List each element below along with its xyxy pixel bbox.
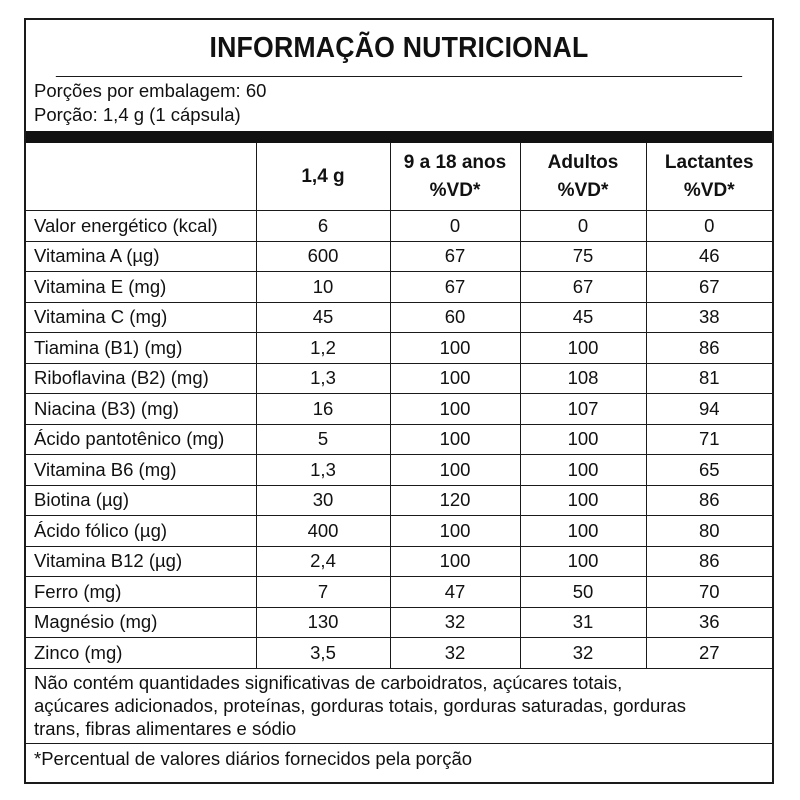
vd-9-18: 67 <box>390 241 520 272</box>
table-row <box>26 638 772 669</box>
servings-per-package: Porções por embalagem: 60 <box>34 80 267 101</box>
table-row <box>26 546 772 577</box>
vd-lactating: 94 <box>646 394 772 425</box>
vd-9-18: 0 <box>390 211 520 242</box>
vd-9-18: 100 <box>390 394 520 425</box>
header-portion: 1,4 g <box>256 143 390 211</box>
nutrient-name: Ácido fólico (µg) <box>26 516 256 547</box>
nutrient-name: Vitamina B6 (mg) <box>26 455 256 486</box>
table-row <box>26 455 772 486</box>
nutrient-name: Riboflavina (B2) (mg) <box>26 363 256 394</box>
amount-per-portion: 1,3 <box>256 455 390 486</box>
nutrient-name: Valor energético (kcal) <box>26 211 256 242</box>
nutrient-name: Vitamina E (mg) <box>26 272 256 303</box>
vd-adults: 75 <box>520 241 646 272</box>
nutrient-name: Ácido pantotênico (mg) <box>26 424 256 455</box>
nutrient-name: Magnésio (mg) <box>26 607 256 638</box>
vd-adults: 32 <box>520 638 646 669</box>
vd-9-18: 100 <box>390 516 520 547</box>
vd-lactating: 65 <box>646 455 772 486</box>
amount-per-portion: 2,4 <box>256 546 390 577</box>
vd-adults: 100 <box>520 333 646 364</box>
nutrition-facts-label <box>24 18 774 784</box>
vd-9-18: 47 <box>390 577 520 608</box>
vd-adults: 100 <box>520 546 646 577</box>
table-row <box>26 333 772 364</box>
amount-per-portion: 3,5 <box>256 638 390 669</box>
vd-lactating: 80 <box>646 516 772 547</box>
table-row <box>26 211 772 242</box>
vd-9-18: 32 <box>390 607 520 638</box>
vd-adults: 100 <box>520 485 646 516</box>
vd-lactating: 0 <box>646 211 772 242</box>
vd-lactating: 46 <box>646 241 772 272</box>
nutrients-table <box>26 143 772 669</box>
vd-9-18: 100 <box>390 363 520 394</box>
amount-per-portion: 5 <box>256 424 390 455</box>
nutrient-name: Vitamina C (mg) <box>26 302 256 333</box>
vd-adults: 31 <box>520 607 646 638</box>
nutrient-name: Niacina (B3) (mg) <box>26 394 256 425</box>
vd-9-18: 100 <box>390 546 520 577</box>
table-row <box>26 302 772 333</box>
header-nutrient <box>26 143 256 211</box>
serving-info <box>26 77 772 131</box>
vd-lactating: 27 <box>646 638 772 669</box>
vd-adults: 100 <box>520 424 646 455</box>
vd-adults: 50 <box>520 577 646 608</box>
table-row <box>26 363 772 394</box>
amount-per-portion: 6 <box>256 211 390 242</box>
amount-per-portion: 1,2 <box>256 333 390 364</box>
vd-lactating: 36 <box>646 607 772 638</box>
vd-adults: 0 <box>520 211 646 242</box>
vd-lactating: 70 <box>646 577 772 608</box>
amount-per-portion: 400 <box>256 516 390 547</box>
vd-lactating: 86 <box>646 546 772 577</box>
vd-9-18: 100 <box>390 333 520 364</box>
vd-lactating: 86 <box>646 333 772 364</box>
amount-per-portion: 10 <box>256 272 390 303</box>
header-teens: 9 a 18 anos %VD* <box>390 143 520 211</box>
nutrient-name: Biotina (µg) <box>26 485 256 516</box>
table-row <box>26 577 772 608</box>
label-title: INFORMAÇÃO NUTRICIONAL <box>56 20 742 77</box>
nutrient-name: Zinco (mg) <box>26 638 256 669</box>
vd-adults: 45 <box>520 302 646 333</box>
amount-per-portion: 16 <box>256 394 390 425</box>
vd-9-18: 100 <box>390 455 520 486</box>
table-header-row <box>26 143 772 211</box>
vd-9-18: 67 <box>390 272 520 303</box>
vd-lactating: 71 <box>646 424 772 455</box>
thick-divider <box>26 131 772 143</box>
nutrient-name: Vitamina B12 (µg) <box>26 546 256 577</box>
vd-adults: 100 <box>520 516 646 547</box>
vd-lactating: 38 <box>646 302 772 333</box>
vd-adults: 100 <box>520 455 646 486</box>
vd-adults: 107 <box>520 394 646 425</box>
table-row <box>26 424 772 455</box>
table-row <box>26 485 772 516</box>
amount-per-portion: 45 <box>256 302 390 333</box>
footnote: *Percentual de valores diários fornecidos pela porção <box>34 747 473 769</box>
nutrient-name: Tiamina (B1) (mg) <box>26 333 256 364</box>
table-row <box>26 607 772 638</box>
table-row <box>26 241 772 272</box>
amount-per-portion: 600 <box>256 241 390 272</box>
vd-lactating: 67 <box>646 272 772 303</box>
vd-adults: 67 <box>520 272 646 303</box>
amount-per-portion: 7 <box>256 577 390 608</box>
nutrient-name: Vitamina A (µg) <box>26 241 256 272</box>
header-lactating: Lactantes %VD* <box>646 143 772 211</box>
table-row <box>26 394 772 425</box>
amount-per-portion: 30 <box>256 485 390 516</box>
vd-9-18: 120 <box>390 485 520 516</box>
vd-9-18: 100 <box>390 424 520 455</box>
vd-adults: 108 <box>520 363 646 394</box>
nutrient-name: Ferro (mg) <box>26 577 256 608</box>
not-significant-note: Não contém quantidades significativas de carboidratos, açúcares totais, açúcares adicionados, proteínas, gorduras totais, gorduras saturadas, gorduras trans, fibras alimentares e sódio <box>26 669 772 744</box>
vd-9-18: 32 <box>390 638 520 669</box>
portion-size: Porção: 1,4 g (1 cápsula) <box>34 104 241 125</box>
table-row <box>26 272 772 303</box>
vd-lactating: 86 <box>646 485 772 516</box>
amount-per-portion: 130 <box>256 607 390 638</box>
amount-per-portion: 1,3 <box>256 363 390 394</box>
table-row <box>26 516 772 547</box>
header-adults: Adultos %VD* <box>520 143 646 211</box>
vd-lactating: 81 <box>646 363 772 394</box>
vd-9-18: 60 <box>390 302 520 333</box>
